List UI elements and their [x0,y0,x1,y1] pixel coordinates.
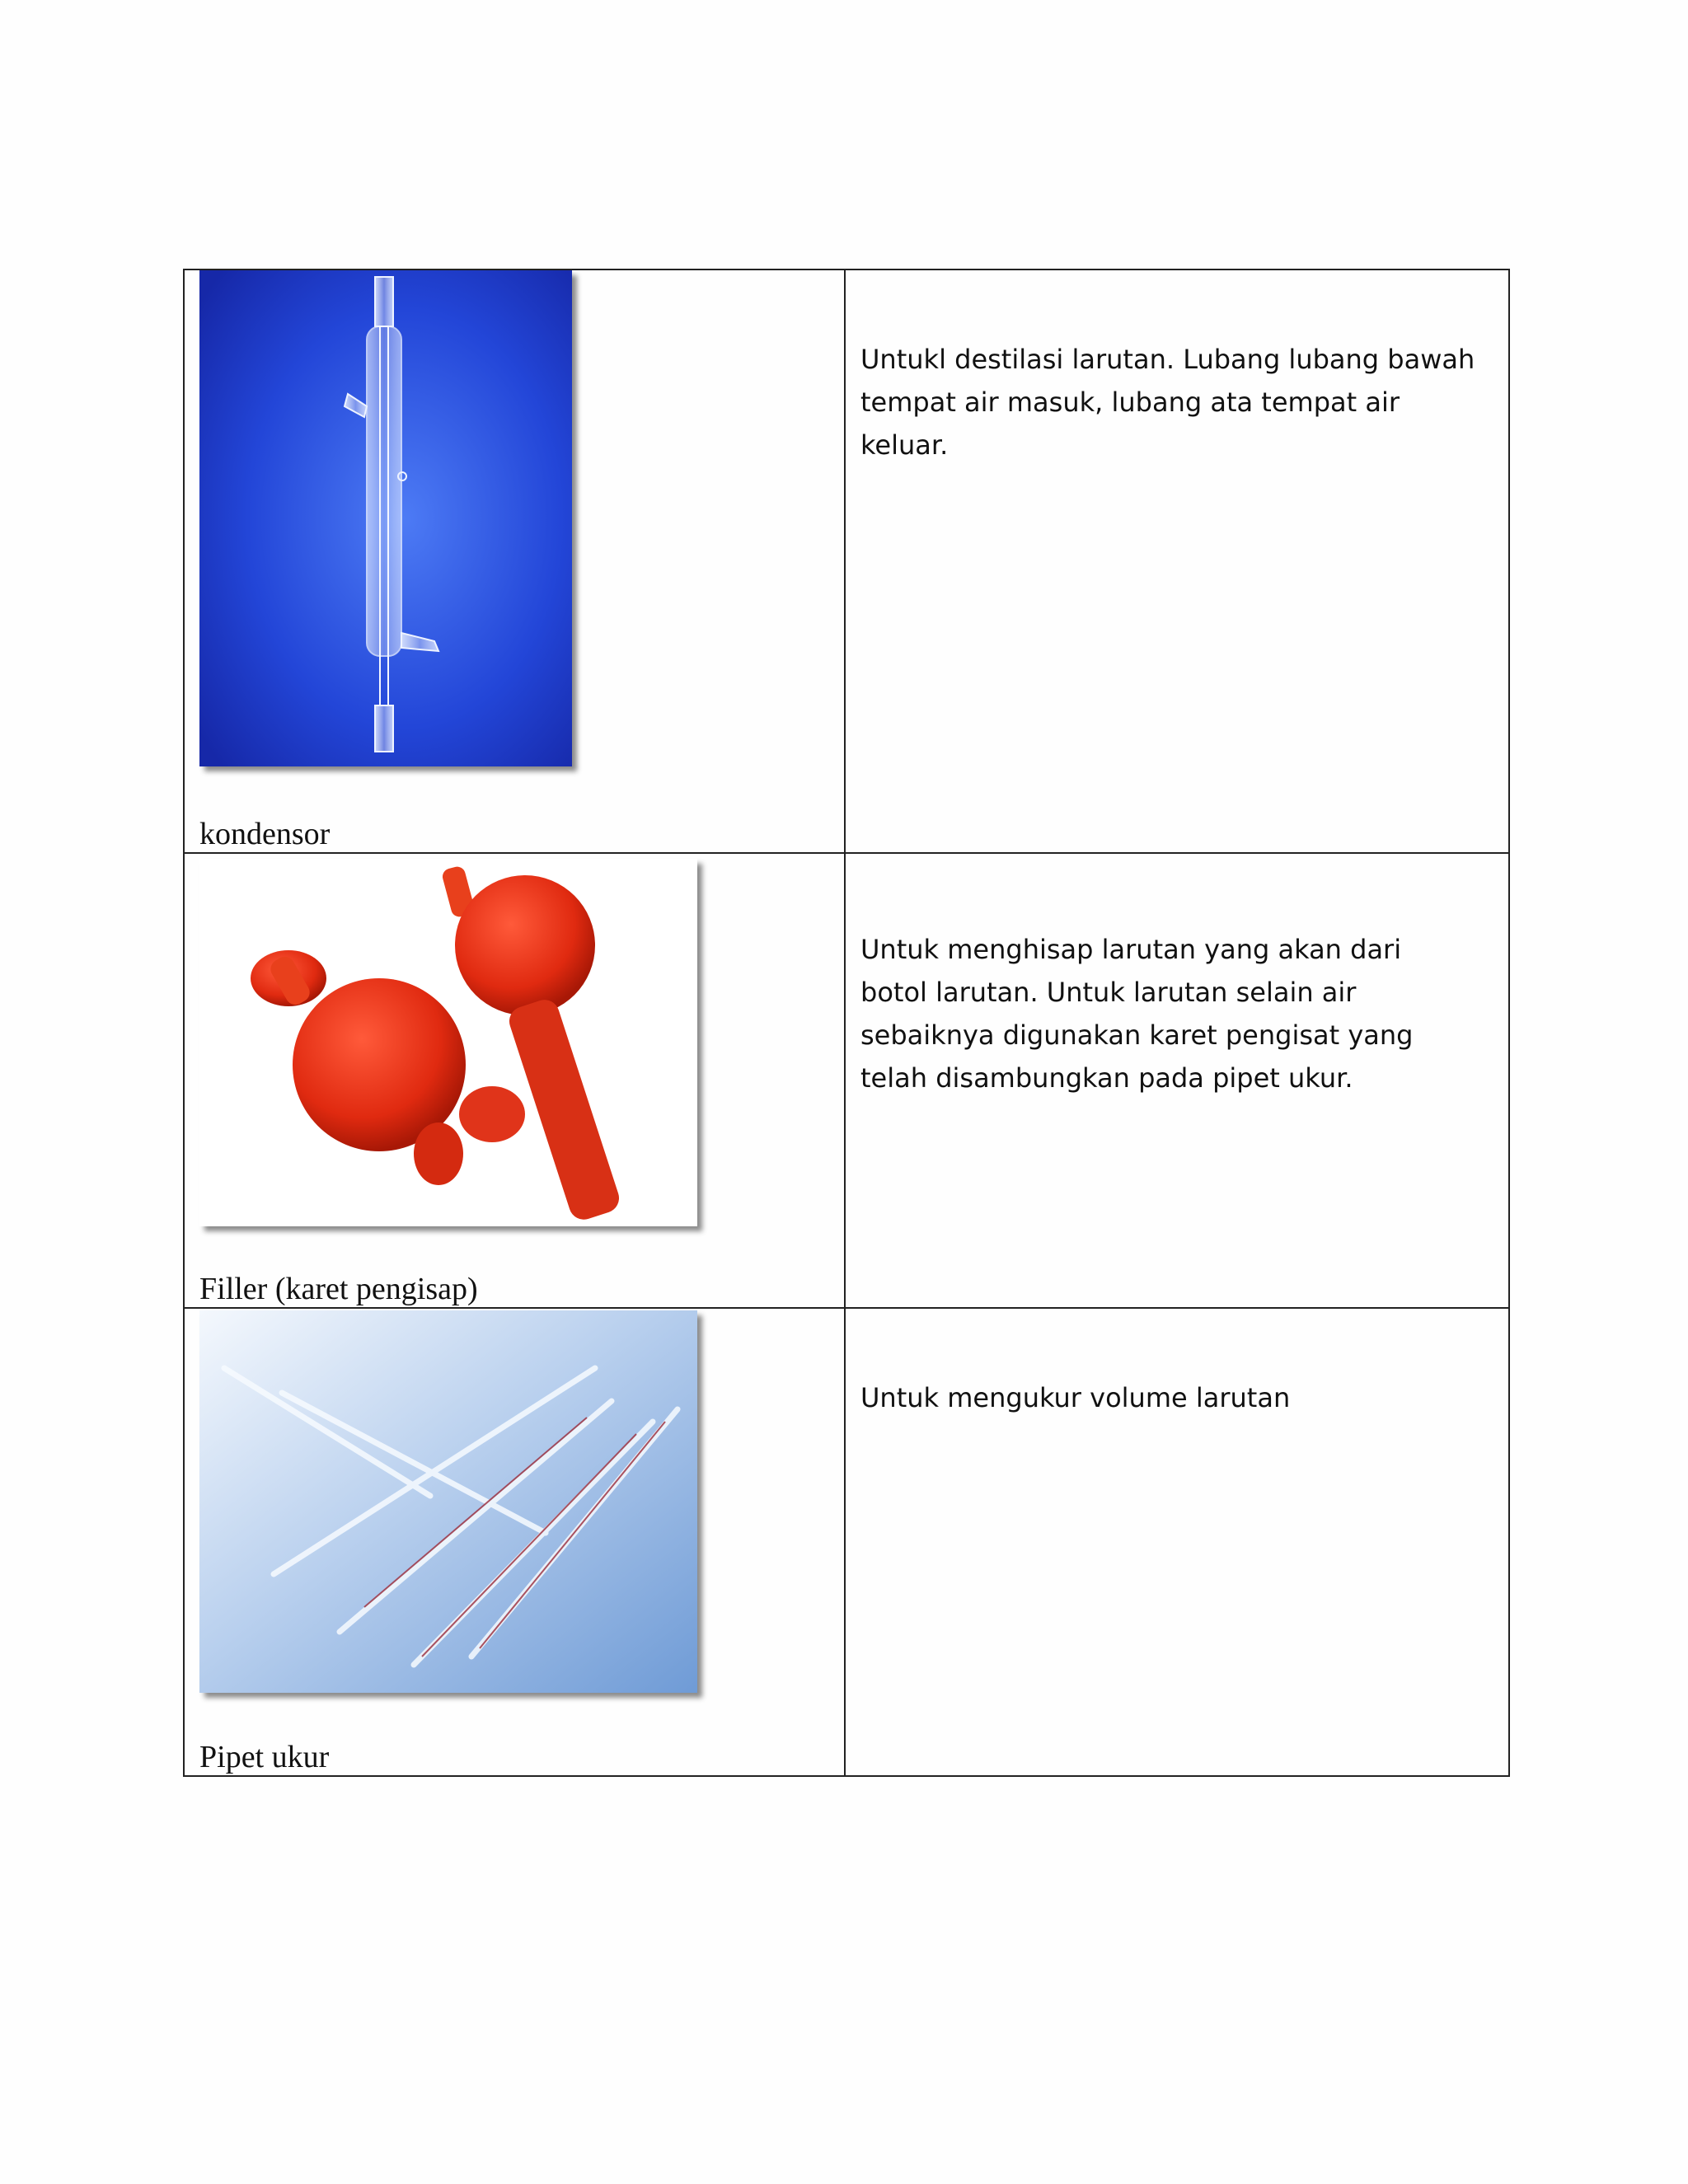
equipment-name: Pipet ukur [199,1740,330,1774]
measuring-pipette-photo [199,1310,697,1693]
table-row [184,1308,1509,1776]
image-cell [184,853,845,1308]
image-cell [184,1308,845,1776]
equipment-description: Untuk mengukur volume larutan [860,1382,1291,1413]
equipment-table [183,269,1510,1777]
rubber-filler-photo [199,859,697,1226]
table-row [184,269,1509,853]
description-cell [845,853,1509,1308]
table-row [184,853,1509,1308]
equipment-description: Untukl destilasi larutan. Lubang lubang bawah tempat air masuk, lubang ata tempat air keluar. [860,344,1475,461]
description-cell [845,269,1509,853]
equipment-description: Untuk menghisap larutan yang akan dari botol larutan. Untuk larutan selain air sebaiknya digunakan karet pengisat yang telah disambungkan pada pipet ukur. [860,934,1414,1094]
condenser-photo [199,270,572,766]
description-cell [845,1308,1509,1776]
equipment-name: Filler (karet pengisap) [199,1272,478,1306]
image-cell [184,269,845,853]
equipment-name: kondensor [199,817,331,851]
